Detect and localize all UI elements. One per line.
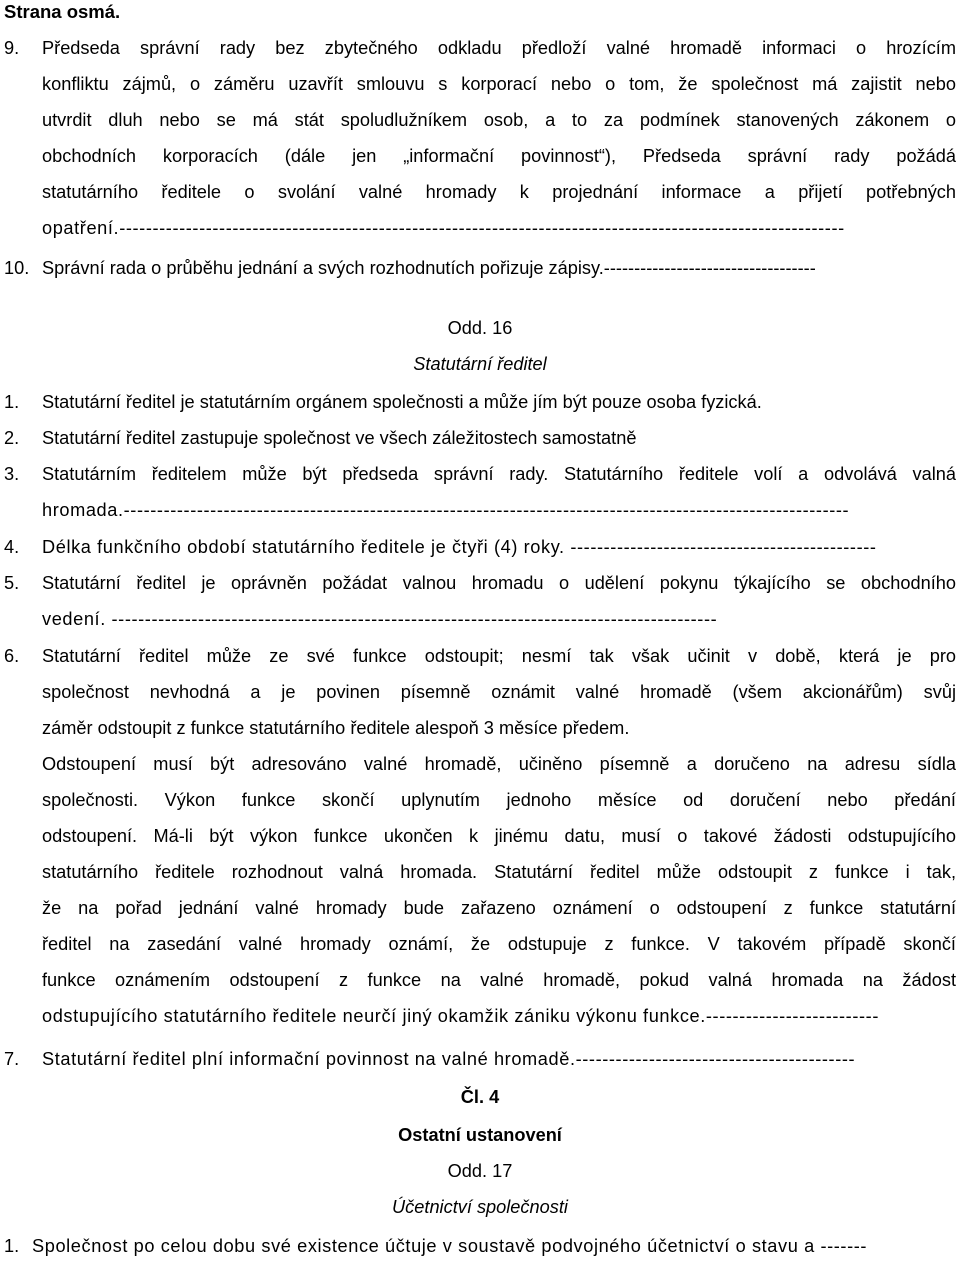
paragraph-line: vedení. -------------------------------------------------------------------------------------------	[42, 609, 718, 629]
paragraph-5	[4, 565, 956, 637]
paragraph-number: 1.	[4, 392, 20, 412]
paragraph-3	[4, 456, 956, 528]
paragraph-line: Odstoupení musí být adresováno valné hromadě, učiněno písemně a doručeno na adresu sídla	[42, 754, 956, 774]
paragraph-line: Správní rada o průběhu jednání a svých rozhodnutích pořizuje zápisy.-----------------------------------	[42, 258, 816, 278]
section-title: Účetnictví společnosti	[392, 1197, 568, 1217]
paragraph-number: 7.	[4, 1049, 20, 1069]
paragraph-number: 1.	[4, 1236, 20, 1256]
paragraph-line: statutárního ředitele o svolání valné hromady k projednání informace a přijetí potřebných	[42, 182, 956, 202]
paragraph-line: Statutární ředitel zastupuje společnost ve všech záležitostech samostatně	[42, 428, 637, 448]
paragraph-line: hromada.-------------------------------------------------------------------------------------------------------------	[42, 500, 850, 520]
paragraph-line: záměr odstoupit z funkce statutárního ředitele alespoň 3 měsíce předem.	[42, 718, 630, 738]
paragraph-9	[4, 30, 956, 246]
section-number: Odd. 17	[447, 1161, 513, 1181]
chapter-number: Čl. 4	[460, 1087, 500, 1107]
paragraph-line: Statutárním ředitelem může být předseda správní rady. Statutárního ředitele volí a odvolává valná	[42, 464, 956, 484]
section-number: Odd. 16	[447, 318, 513, 338]
paragraph-line: ředitel na zasedání valné hromady oznámí, že odstupuje z funkce. V takovém případě skončí	[42, 934, 956, 954]
paragraph-17-1	[4, 1228, 956, 1264]
paragraph-line: Délka funkčního období statutárního ředitele je čtyři (4) roky. ----------------------------------------------	[42, 537, 877, 557]
paragraph-number: 5.	[4, 573, 20, 593]
paragraph-line: opatření.-------------------------------------------------------------------------------------------------------------	[42, 218, 845, 238]
paragraph-line: obchodních korporacích (dále jen „informační povinnost“), Předseda správní rady požádá	[42, 146, 956, 166]
paragraph-line: odstupujícího statutárního ředitele neurčí jiný okamžik zániku výkonu funkce.--------------------------	[42, 1006, 879, 1026]
paragraph-line: že na pořad jednání valné hromady bude zařazeno oznámení o odstoupení z funkce statutární	[42, 898, 956, 918]
paragraph-number: 9.	[4, 38, 20, 58]
paragraph-line: Statutární ředitel může ze své funkce odstoupit; nesmí tak však učinit v době, která je pro	[42, 646, 956, 666]
paragraph-line: Společnost po celou dobu své existence účtuje v soustavě podvojného účetnictví o stavu a -------	[32, 1236, 868, 1256]
paragraph-number: 2.	[4, 428, 20, 448]
paragraph-6	[4, 638, 956, 1034]
paragraph-1	[4, 384, 956, 420]
paragraph-line: utvrdit dluh nebo se má stát spoludlužníkem osob, a to za podmínek stanovených zákonem o	[42, 110, 956, 130]
paragraph-4	[4, 529, 956, 565]
paragraph-line: společnosti. Výkon funkce skončí uplynutím jednoho měsíce od doručení nebo předání	[42, 790, 956, 810]
paragraph-number: 6.	[4, 646, 20, 666]
paragraph-number: 4.	[4, 537, 20, 557]
section-title: Statutární ředitel	[413, 354, 547, 374]
paragraph-line: konfliktu zájmů, o záměru uzavřít smlouvu s korporací nebo o tom, že společnost má zajistit nebo	[42, 74, 956, 94]
paragraph-line: statutárního ředitele rozhodnout valná hromada. Statutární ředitel může odstoupit z funkce i tak,	[42, 862, 956, 882]
paragraph-line: funkce oznámením odstoupení z funkce na valné hromadě, pokud valná hromada na žádost	[42, 970, 956, 990]
paragraph-number: 10.	[4, 258, 30, 278]
paragraph-line: Předseda správní rady bez zbytečného odkladu předloží valné hromadě informaci o hrozícím	[42, 38, 956, 58]
chapter-title: Ostatní ustanovení	[398, 1125, 562, 1145]
paragraph-line: společnost nevhodná a je povinen písemně oznámit valné hromadě (všem akcionářům) svůj	[42, 682, 956, 702]
paragraph-line: Statutární ředitel je oprávněn požádat valnou hromadu o udělení pokynu týkajícího se obchodního	[42, 573, 956, 593]
paragraph-10	[4, 250, 956, 286]
paragraph-2	[4, 420, 956, 456]
page-header: Strana osmá.	[4, 1, 121, 22]
paragraph-line: odstoupení. Má-li být výkon funkce ukončen k jinému datu, musí o takové žádosti odstupujícího	[42, 826, 956, 846]
paragraph-7	[4, 1041, 956, 1077]
paragraph-line: Statutární ředitel plní informační povinnost na valné hromadě.------------------------------------------	[42, 1049, 856, 1069]
paragraph-number: 3.	[4, 464, 20, 484]
paragraph-line: Statutární ředitel je statutárním orgánem společnosti a může jím být pouze osoba fyzická.	[42, 392, 762, 412]
